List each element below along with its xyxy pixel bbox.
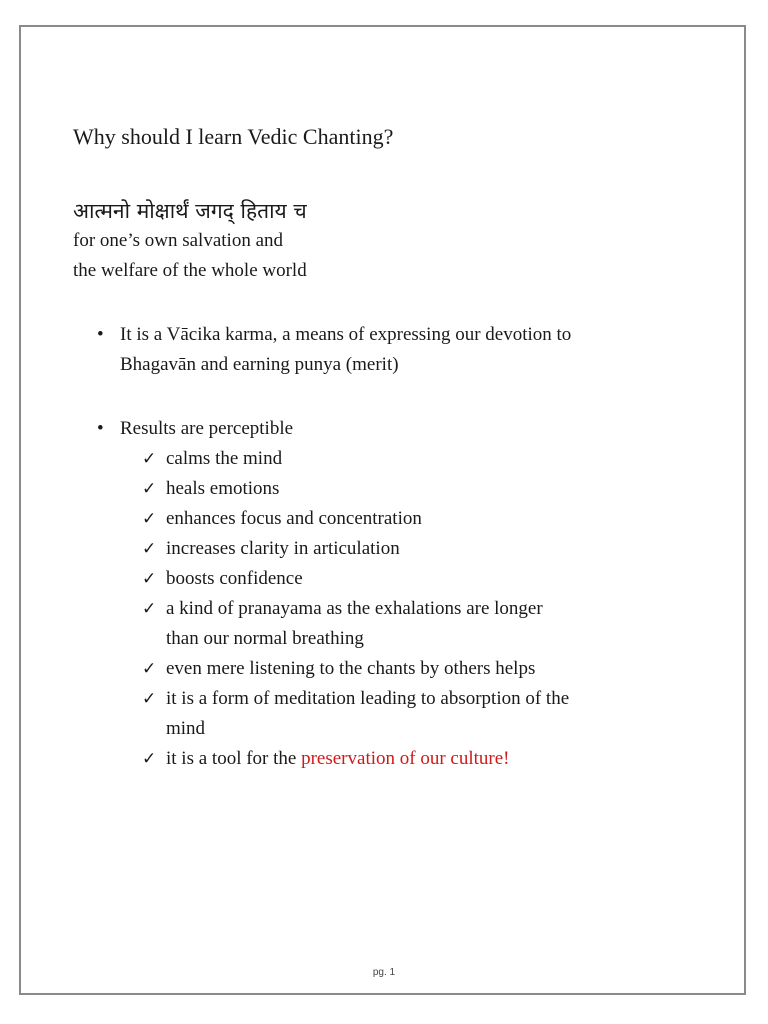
checkmark-icon: ✓	[142, 659, 157, 679]
checklist-item	[142, 538, 400, 560]
translation-line: the welfare of the whole world	[73, 260, 307, 281]
bullet-item	[97, 418, 293, 440]
highlighted-text: preservation of our culture!	[301, 748, 510, 769]
checklist-text: it is a tool for the	[166, 748, 302, 769]
checklist-item	[142, 568, 303, 590]
checkmark-icon: ✓	[142, 599, 157, 619]
translation-line: for one’s own salvation and	[73, 230, 284, 251]
checkmark-icon: ✓	[142, 689, 157, 709]
checkmark-icon: ✓	[142, 449, 157, 469]
checklist-text: even mere listening to the chants by others helps	[166, 658, 536, 679]
checklist-item	[142, 478, 279, 500]
bullet-item	[97, 324, 571, 346]
checklist-text: heals emotions	[166, 478, 280, 499]
checkmark-icon: ✓	[142, 479, 157, 499]
sanskrit-verse: आत्मनो मोक्षार्थं जगद् हिताय च	[73, 199, 307, 223]
checkmark-icon: ✓	[142, 539, 157, 559]
document-title: Why should I learn Vedic Chanting?	[73, 124, 394, 149]
checklist-text: boosts confidence	[166, 568, 303, 589]
checkmark-icon: ✓	[142, 749, 157, 769]
checklist-text-continued: mind	[166, 718, 206, 739]
checklist-text: a kind of pranayama as the exhalations are longer	[166, 598, 543, 619]
checklist-text-continued: than our normal breathing	[166, 628, 364, 649]
checklist-text: it is a form of meditation leading to absorption of the	[166, 688, 570, 709]
checkmark-icon: ✓	[142, 509, 157, 529]
checklist-text: enhances focus and concentration	[166, 508, 422, 529]
checklist-item	[142, 748, 509, 770]
page-number: pg. 1	[372, 967, 396, 978]
bullet-icon: •	[97, 324, 104, 345]
bullet-text: Results are perceptible	[120, 418, 294, 439]
checklist-item	[142, 508, 422, 530]
checklist-item	[142, 598, 543, 620]
bullet-text: It is a Vācika karma, a means of expressing our devotion to	[120, 324, 572, 345]
checklist-item	[142, 658, 535, 680]
bullet-icon: •	[97, 418, 104, 439]
checklist-item	[142, 688, 569, 710]
checklist-item	[142, 448, 282, 470]
bullet-text-continued: Bhagavān and earning punya (merit)	[120, 354, 399, 375]
checklist-text: increases clarity in articulation	[166, 538, 400, 559]
checkmark-icon: ✓	[142, 569, 157, 589]
checklist-text: calms the mind	[166, 448, 283, 469]
